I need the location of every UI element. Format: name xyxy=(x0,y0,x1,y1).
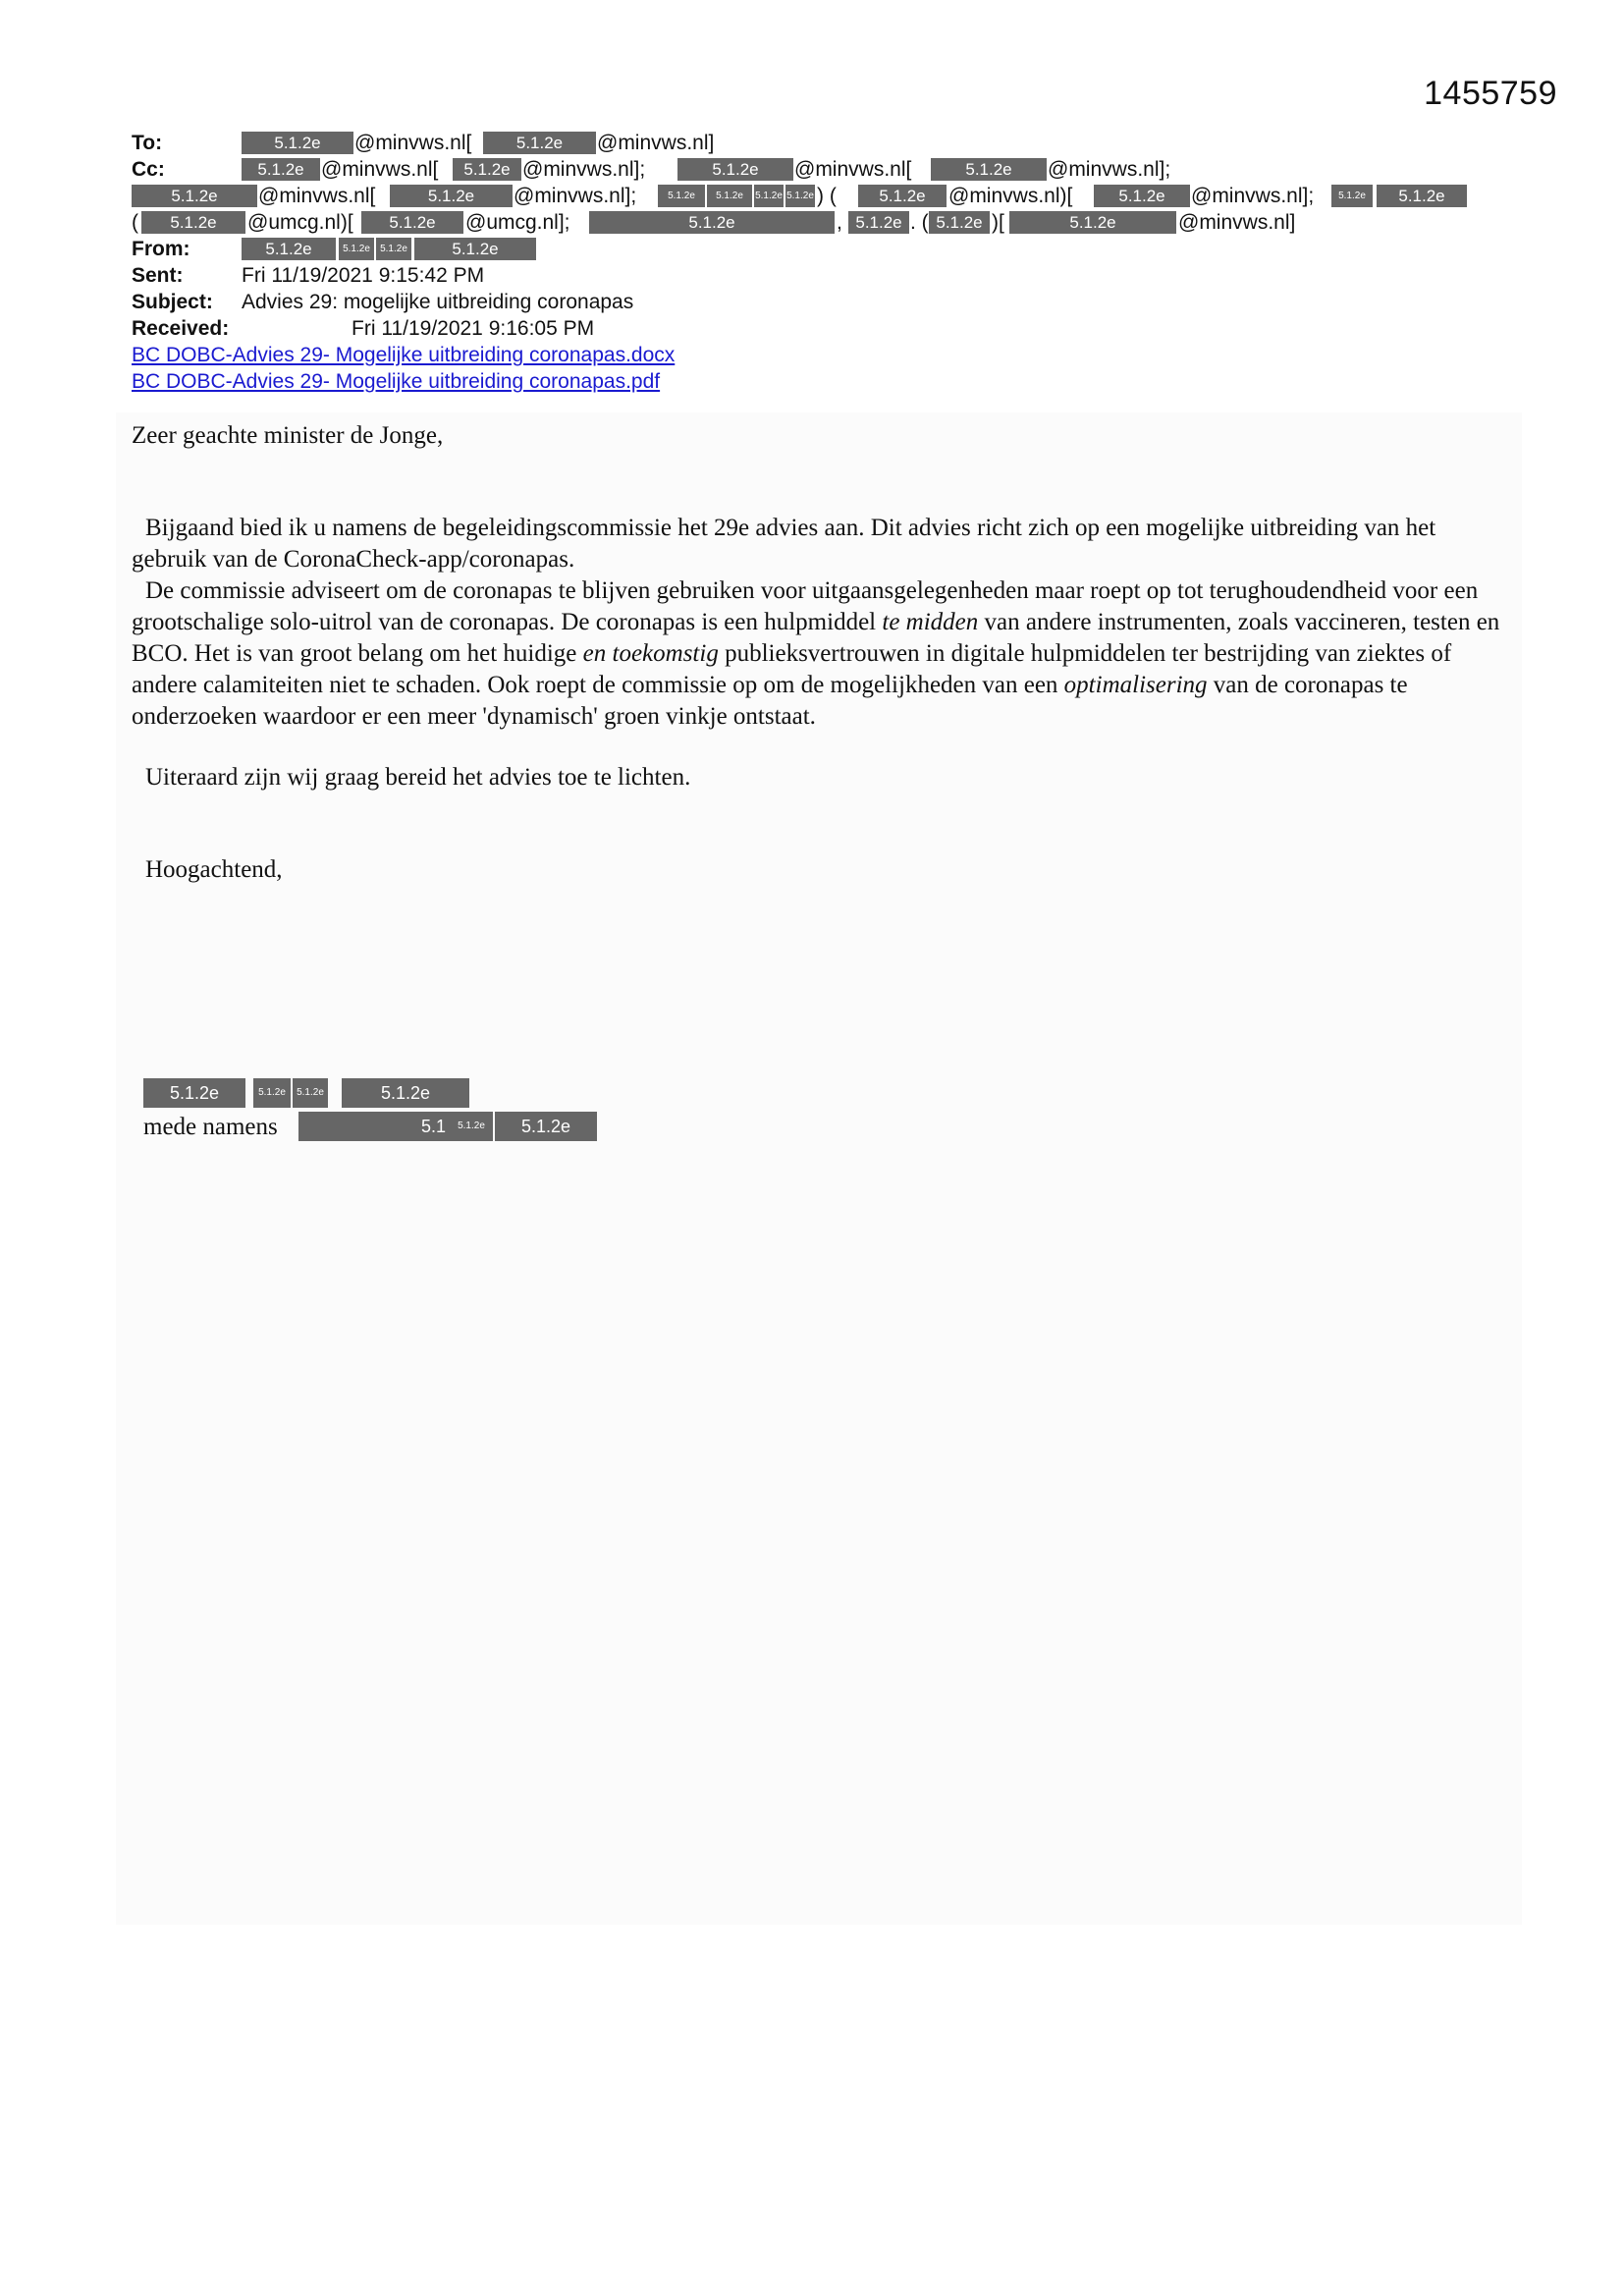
emphasis-text: en toekomstig xyxy=(582,640,719,667)
separator: . ( xyxy=(910,211,929,234)
document-id: 1455759 xyxy=(1424,75,1557,112)
redaction: 5.1.2e xyxy=(589,211,835,234)
redaction: 5.1.2e xyxy=(677,158,793,181)
redaction: 5.1.2e xyxy=(658,185,705,207)
paragraph-2-text: van de coronapas te onderzoeken waardoor er een meer 'dynamisch' groen vinkje ontstaat. xyxy=(132,672,1408,730)
received-label: Received: xyxy=(132,317,230,340)
redaction: 5.1.2e xyxy=(707,185,752,207)
redaction: 5.1.2e xyxy=(376,238,411,260)
cc-row xyxy=(132,156,1526,183)
from-row xyxy=(132,236,1526,262)
attachment-link-docx[interactable]: BC DOBC-Advies 29- Mogelijke uitbreiding coronapas.docx xyxy=(132,344,676,366)
sent-row xyxy=(132,262,1526,289)
email-domain: @minvws.nl]; xyxy=(514,185,637,207)
paragraph-2 xyxy=(132,575,1516,733)
redaction: 5.1.2e xyxy=(143,1078,245,1108)
redaction: 5.1.2e xyxy=(342,1078,469,1108)
separator: ) ( xyxy=(817,185,837,207)
redaction: 5.1.2e xyxy=(293,1078,328,1108)
redaction: 5.1.2e xyxy=(242,238,336,260)
email-header xyxy=(132,130,1526,395)
redaction: 5.1.2e xyxy=(1094,185,1190,207)
email-domain: @umcg.nl]; xyxy=(465,211,570,234)
redaction: 5.1.2e xyxy=(929,211,990,234)
cc-label: Cc: xyxy=(132,158,165,181)
email-domain: @minvws.nl[ xyxy=(794,158,912,181)
email-domain: @minvws.nl] xyxy=(1178,211,1296,234)
sent-value: Fri 11/19/2021 9:15:42 PM xyxy=(242,264,485,287)
redaction: 5.1 xyxy=(298,1112,450,1141)
redaction: 5.1.2e xyxy=(132,185,257,207)
email-domain: @minvws.nl]; xyxy=(522,158,646,181)
email-domain: @minvws.nl]; xyxy=(1191,185,1315,207)
received-row xyxy=(132,315,1526,342)
email-domain: @minvws.nl] xyxy=(597,132,715,154)
received-value: Fri 11/19/2021 9:16:05 PM xyxy=(352,317,595,340)
paragraph-1: Bijgaand bied ik u namens de begeleidingscommissie het 29e advies aan. Dit advies richt zich op een mogelijke uitbreiding van het gebruik van de CoronaCheck-app/coronapas. xyxy=(132,515,1436,573)
redaction: 5.1.2e xyxy=(242,158,320,181)
redaction: 5.1.2e xyxy=(858,185,947,207)
emphasis-text: te midden xyxy=(882,609,979,635)
redaction: 5.1.2e xyxy=(754,185,784,207)
attachment-link-pdf[interactable]: BC DOBC-Advies 29- Mogelijke uitbreiding coronapas.pdf xyxy=(132,370,661,393)
redaction: 5.1.2e xyxy=(253,1078,291,1108)
redaction: 5.1.2e xyxy=(414,238,536,260)
emphasis-text: optimalisering xyxy=(1063,672,1208,698)
subject-row xyxy=(132,289,1526,315)
to-label: To: xyxy=(132,132,163,154)
subject-label: Subject: xyxy=(132,291,213,313)
paragraph-2-text: De commissie adviseert om de coronapas te blijven gebruiken voor uitgaansgelegenheden maar roept op tot terughoudendheid voor een grootschalige solo-uitrol van de coronapas. De coronapas is een hulpmiddel xyxy=(132,577,1479,635)
email-domain: @minvws.nl[ xyxy=(321,158,439,181)
paragraph-3: Uiteraard zijn wij graag bereid het advies toe te lichten. xyxy=(145,764,691,791)
email-domain: @minvws.nl[ xyxy=(258,185,376,207)
separator: ( xyxy=(132,211,138,234)
redaction: 5.1.2e xyxy=(483,132,596,154)
sent-label: Sent: xyxy=(132,264,184,287)
email-domain: @minvws.nl[ xyxy=(354,132,472,154)
redaction: 5.1.2e xyxy=(1009,211,1176,234)
redaction: 5.1.2e xyxy=(1377,185,1467,207)
email-domain: @umcg.nl)[ xyxy=(247,211,353,234)
email-domain: @minvws.nl]; xyxy=(1048,158,1171,181)
from-label: From: xyxy=(132,238,190,260)
redaction: 5.1.2e xyxy=(390,185,513,207)
to-row xyxy=(132,130,1526,156)
paragraph-2-text: publieksvertrouwen in digitale hulpmiddelen ter bestrijding van ziektes of andere calamiteiten niet te schaden. Ook roept de commissie op om de mogelijkheden van een xyxy=(132,640,1452,698)
subject-value: Advies 29: mogelijke uitbreiding coronapas xyxy=(242,291,634,313)
redaction: 5.1.2e xyxy=(848,211,909,234)
redaction: 5.1.2e xyxy=(339,238,374,260)
email-domain: @minvws.nl)[ xyxy=(948,185,1073,207)
letter-body xyxy=(132,420,1516,886)
signature-block xyxy=(143,1078,732,1147)
paragraph-2-text: van andere instrumenten, zoals vaccineren, testen en BCO. Het is van groot belang om het huidige xyxy=(132,609,1500,667)
greeting: Zeer geachte minister de Jonge, xyxy=(132,422,444,449)
separator: , xyxy=(837,211,842,234)
redaction: 5.1.2e xyxy=(242,132,353,154)
signature-text: mede namens xyxy=(143,1114,278,1140)
separator: )[ xyxy=(992,211,1004,234)
redaction: 5.1.2e xyxy=(1331,185,1373,207)
cc-row xyxy=(132,183,1526,209)
cc-row xyxy=(132,209,1526,236)
redaction: 5.1.2e xyxy=(453,158,521,181)
closing: Hoogachtend, xyxy=(145,856,283,883)
redaction: 5.1.2e xyxy=(141,211,245,234)
redaction: 5.1.2e xyxy=(931,158,1047,181)
redaction: 5.1.2e xyxy=(361,211,463,234)
redaction: 5.1.2e xyxy=(785,185,815,207)
redaction: 5.1.2e xyxy=(450,1112,493,1141)
redaction: 5.1.2e xyxy=(495,1112,597,1141)
